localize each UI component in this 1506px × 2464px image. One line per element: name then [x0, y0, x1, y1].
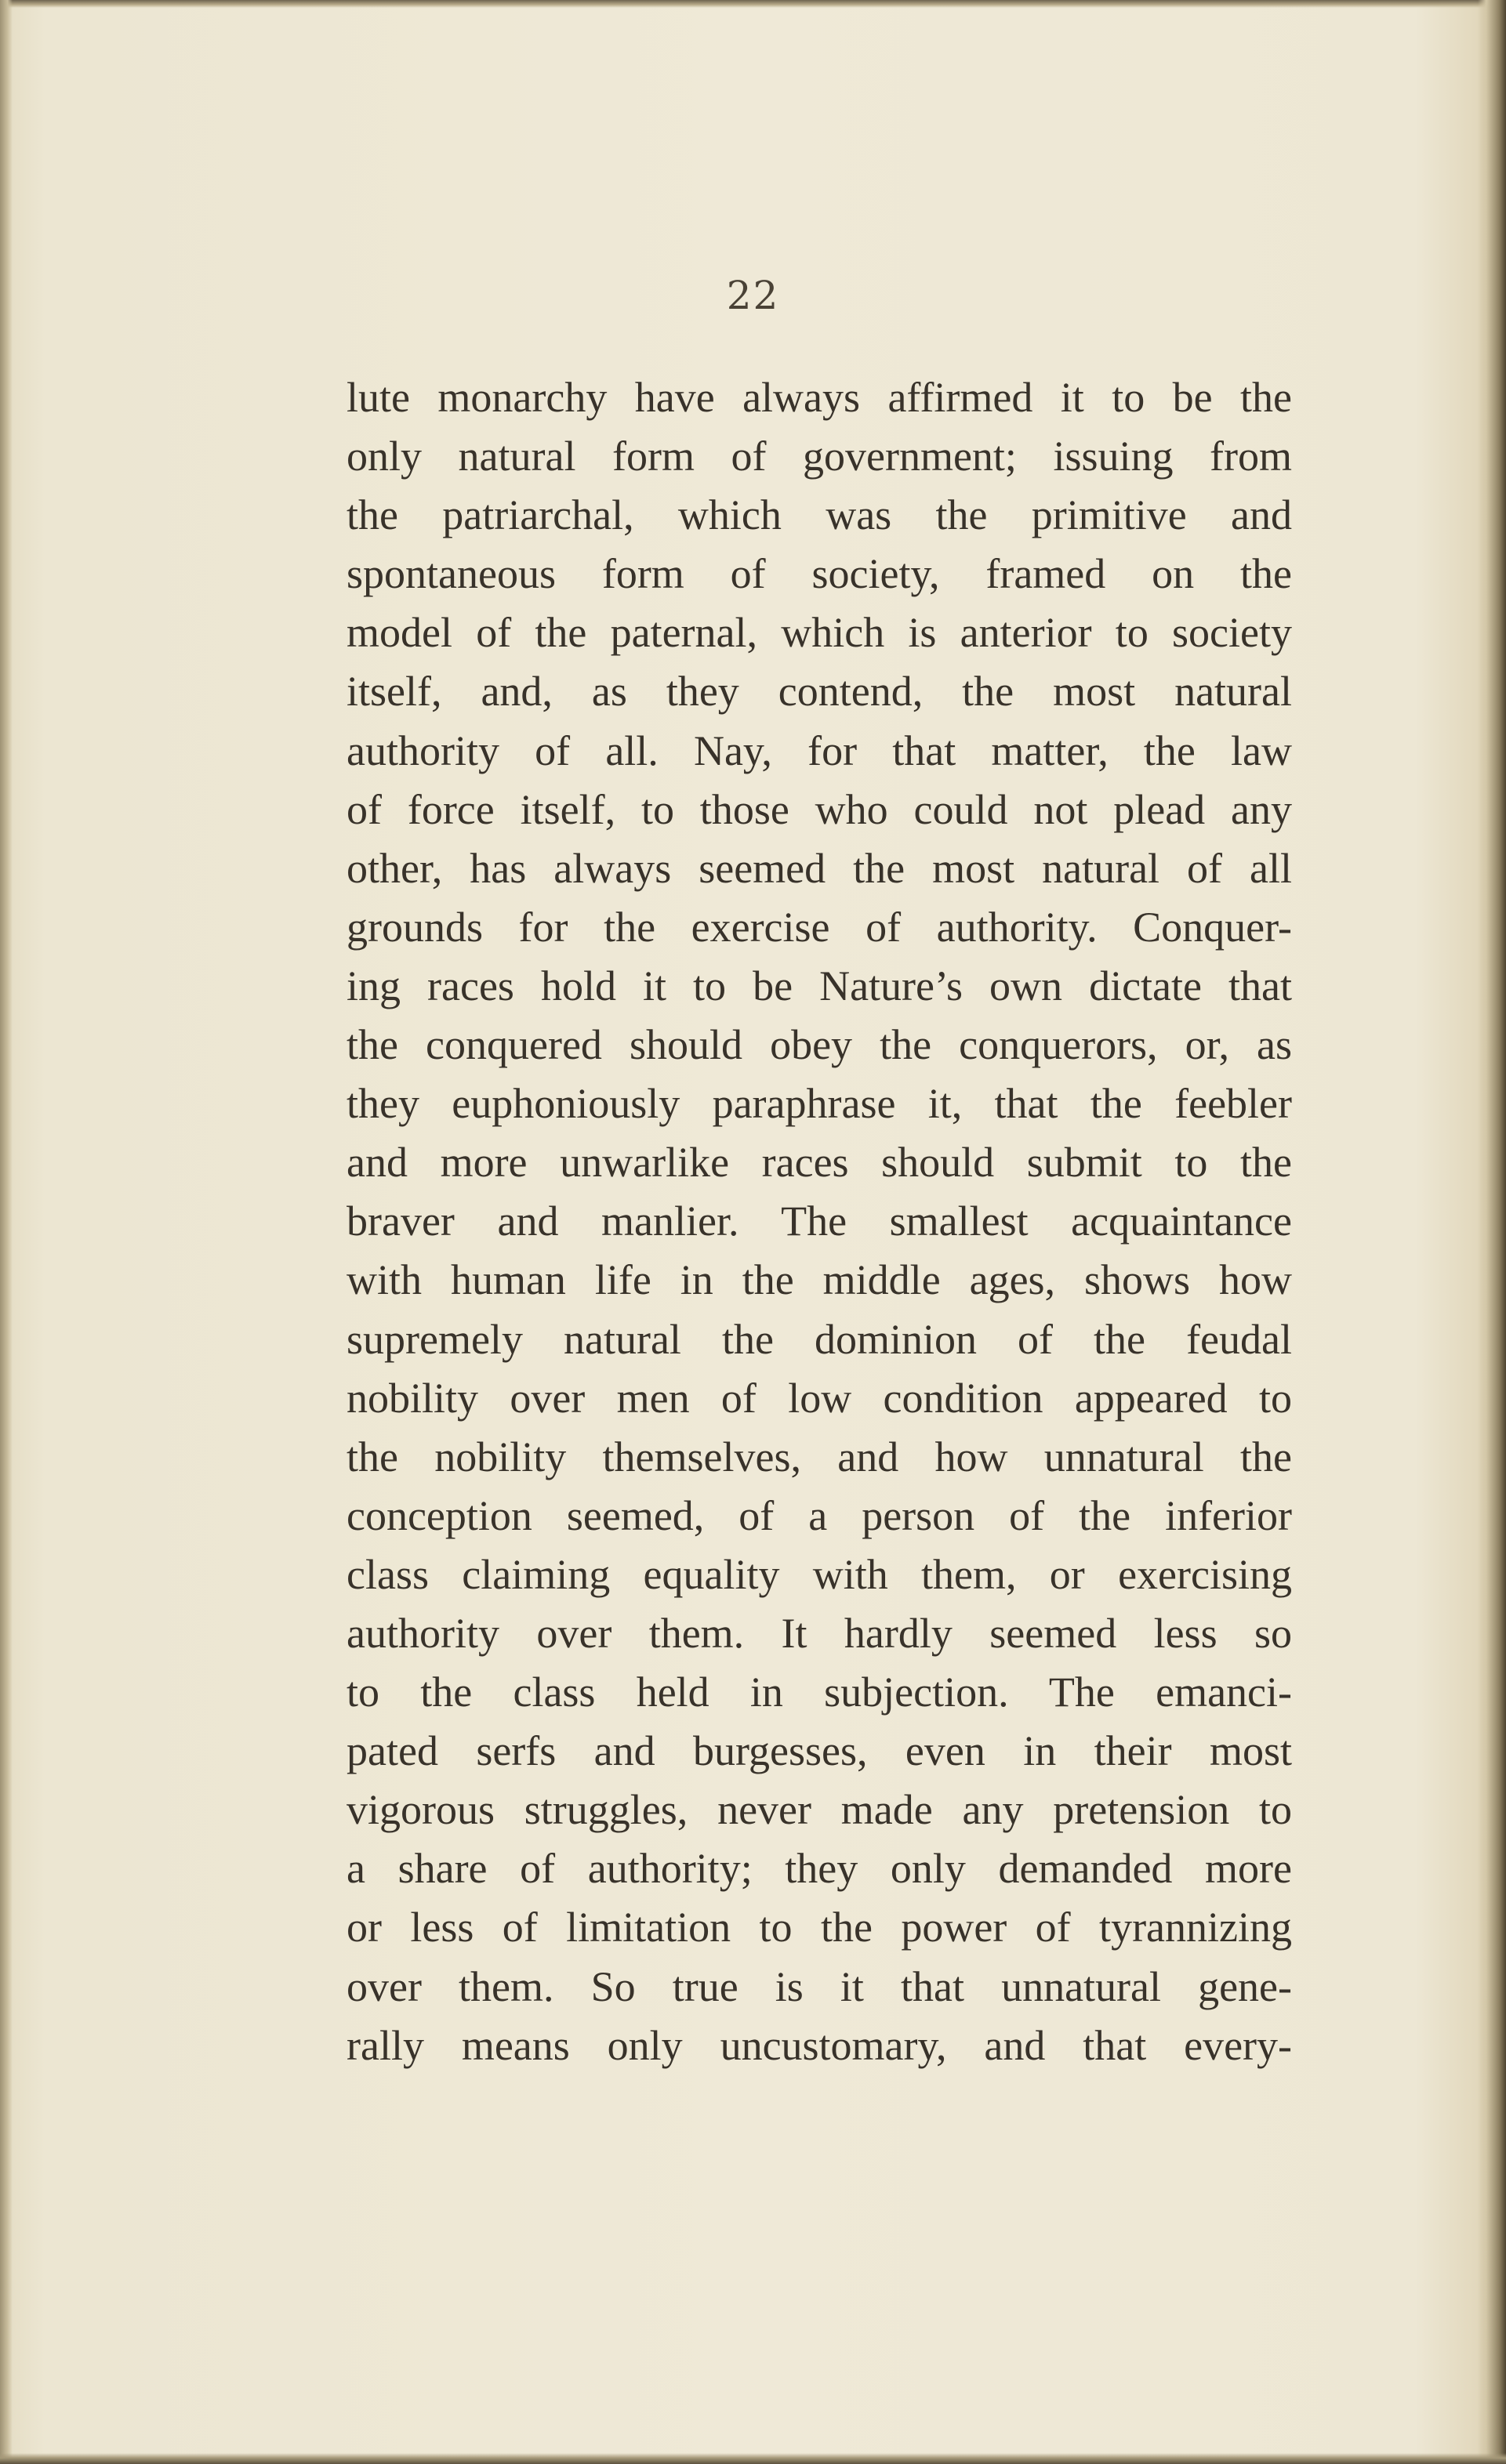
- text-line: braver and manlier. The smallest acquaintance: [347, 1198, 1292, 1245]
- text-line: other, has always seemed the most natural of all: [347, 844, 1292, 892]
- text-line: or less of limitation to the power of tyrannizing: [347, 1904, 1292, 1951]
- text-line: ing races hold it to be Nature’s own dictate that: [347, 962, 1292, 1009]
- page-right-edge: [1478, 0, 1506, 2464]
- text-line: supremely natural the dominion of the feudal: [347, 1315, 1292, 1363]
- text-line: they euphoniously paraphrase it, that the feebler: [347, 1080, 1292, 1128]
- text-line: spontaneous form of society, framed on the: [347, 550, 1292, 598]
- text-line: conception seemed, of a person of the inferior: [347, 1491, 1292, 1539]
- text-line: the patriarchal, which was the primitive and: [347, 491, 1292, 539]
- text-line: authority of all. Nay, for that matter, the law: [347, 727, 1292, 774]
- text-line: authority over them. It hardly seemed less so: [347, 1609, 1292, 1657]
- text-line: grounds for the exercise of authority. Conquer-: [347, 903, 1292, 951]
- text-line: only natural form of government; issuing from: [347, 433, 1292, 480]
- text-line: a share of authority; they only demanded more: [347, 1845, 1292, 1893]
- page-left-edge: [0, 0, 13, 2464]
- body-text: [347, 368, 1292, 2075]
- text-line: with human life in the middle ages, shows how: [347, 1256, 1292, 1304]
- text-line: rally means only uncustomary, and that every-: [347, 2021, 1292, 2069]
- page-number: 22: [726, 273, 780, 318]
- text-line: lute monarchy have always affirmed it to be the: [347, 374, 1292, 421]
- text-line: and more unwarlike races should submit to the: [347, 1139, 1292, 1187]
- text-line: pated serfs and burgesses, even in their most: [347, 1727, 1292, 1775]
- page-top-edge: [0, 0, 1506, 8]
- text-line: over them. So true is it that unnatural gene-: [347, 1962, 1292, 2010]
- page-bottom-edge: [0, 2453, 1506, 2464]
- text-line: model of the paternal, which is anterior to society: [347, 609, 1292, 657]
- text-line: the conquered should obey the conquerors, or, as: [347, 1021, 1292, 1069]
- text-line: class claiming equality with them, or exercising: [347, 1550, 1292, 1598]
- text-line: nobility over men of low condition appeared to: [347, 1374, 1292, 1422]
- text-line: itself, and, as they contend, the most natural: [347, 668, 1292, 716]
- text-line: the nobility themselves, and how unnatural the: [347, 1433, 1292, 1480]
- text-line: of force itself, to those who could not plead any: [347, 785, 1292, 833]
- text-line: vigorous struggles, never made any pretension to: [347, 1786, 1292, 1834]
- text-line: to the class held in subjection. The emanci-: [347, 1669, 1292, 1716]
